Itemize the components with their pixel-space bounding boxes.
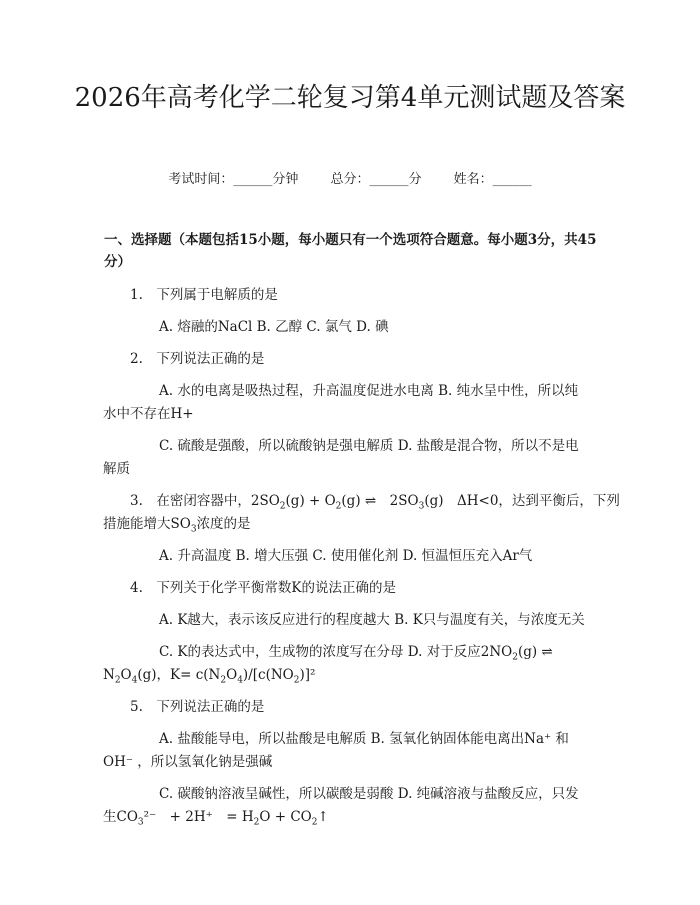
question-4-options-line-1: A. K越大，表示该反应进行的程度越大 B. K只与温度有关，与浓度无关 (159, 612, 585, 628)
question-5-options-line-1: A. 盐酸能导电，所以盐酸是电解质 B. 氢氧化钠固体能电离出Na⁺ 和 (159, 731, 569, 747)
question-2-stem: 2. 下列说法正确的是 (130, 351, 265, 367)
question-2-options-line-4: 解质 (103, 461, 130, 477)
question-4-options-line-3: $N_2O_4(g)$，$K= c(N_2O_4)/[c(NO_2)]^2$ (103, 667, 316, 686)
name-field: 姓名：______ (453, 172, 532, 187)
question-5-options-line-3: C. 碳酸钠溶液呈碱性，所以碳酸是弱酸 D. 纯碱溶液与盐酸反应，只发 (159, 786, 579, 802)
question-3-options: A. 升高温度 B. 增大压强 C. 使用催化剂 D. 恒温恒压充入Ar气 (159, 548, 533, 564)
question-4-options-line-2: C. K的表达式中，生成物的浓度写在分母 D. 对于反应$2NO_2(g)$ ⇌ (159, 644, 553, 663)
question-5-options-line-4: 生$CO_3^{2-}$ + 2H⁺ = $H_2O$ + $CO_2↑$ (103, 809, 329, 828)
question-2-options-line-1: A. 水的电离是吸热过程，升高温度促进水电离 B. 纯水呈中性，所以纯 (159, 383, 579, 399)
question-3-stem: 3. 在密闭容器中，$2SO_2(g) + O_2(g)$ ⇌ $2SO_3(g)$ ΔH<0，达到平衡后，下列 (130, 493, 620, 512)
question-4-stem: 4. 下列关于化学平衡常数K的说法正确的是 (130, 580, 396, 596)
question-1-stem: 1. 下列属于电解质的是 (130, 287, 278, 303)
total-score-field: 总分：______分 (330, 172, 422, 187)
question-1-options: A. 熔融的NaCl B. 乙醇 C. 氯气 D. 碘 (159, 319, 389, 335)
question-5-stem: 5. 下列说法正确的是 (130, 699, 265, 715)
question-2-options-line-2: 水中不存在H+ (103, 406, 194, 422)
section-heading: 一、选择题（本题包括15小题，每小题只有一个选项符合题意。每小题3分，共45分） (104, 232, 597, 270)
question-3-stem-line-2: 措施能增大$SO_3$浓度的是 (103, 516, 251, 535)
page-title: 2026年高考化学二轮复习第4单元测试题及答案 (74, 83, 626, 113)
question-2-options-line-3: C. 硫酸是强酸，所以硫酸钠是强电解质 D. 盐酸是混合物，所以不是电 (159, 438, 579, 454)
exam-info (0, 168, 700, 187)
question-5-options-line-2: OH⁻ ，所以氢氧化钠是强碱 (103, 754, 273, 770)
exam-time-field: 考试时间：______分钟 (168, 172, 299, 187)
